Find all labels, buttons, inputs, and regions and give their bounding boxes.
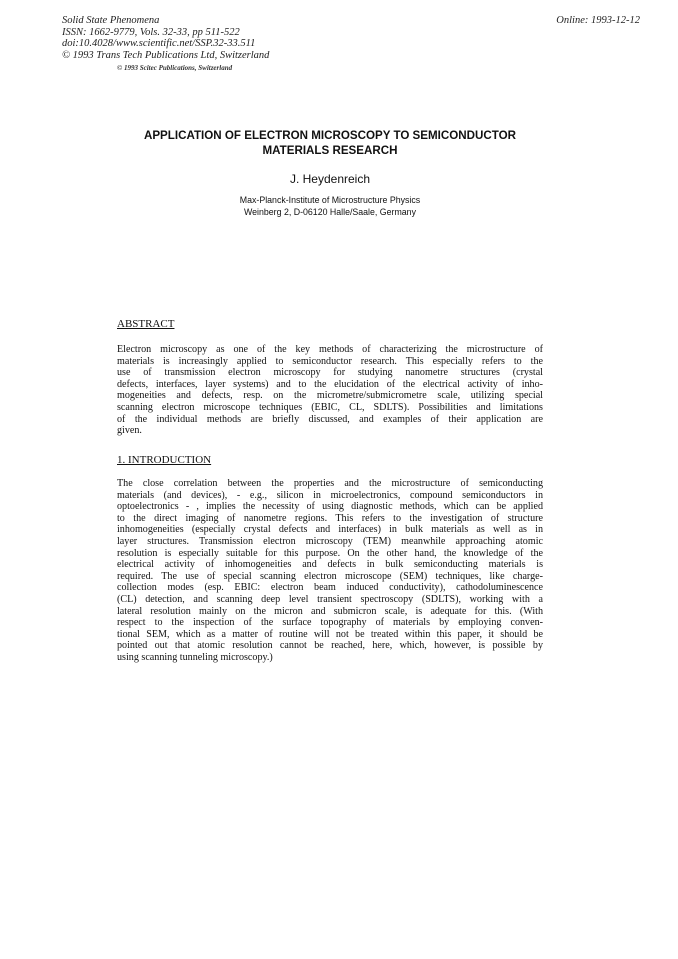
journal-info xyxy=(62,15,269,61)
journal-doi: doi:10.4028/www.scientific.net/SSP.32-33.511 xyxy=(62,38,256,49)
author: J. Heydenreich xyxy=(289,172,371,186)
abstract-line: use of transmission electron microscopy for studying nanometre structures (crystal xyxy=(117,367,543,379)
introduction-line: lateral resolution mainly on the micron and submicron scale, is adequate for this. (With xyxy=(117,605,543,617)
online-date: Online: 1993-12-12 xyxy=(556,15,640,26)
abstract-line: given. xyxy=(117,425,142,437)
journal-issn: ISSN: 1662-9779, Vols. 32-33, pp 511-522 xyxy=(62,26,240,38)
introduction-line: respect to the inspection of the surface topography of materials by employing conven- xyxy=(117,617,543,629)
introduction-line: resolution is especially suitable for this purpose. On the other hand, the knowledge of the xyxy=(117,547,543,559)
abstract-line: Electron microscopy as one of the key methods of characterizing the microstructure of xyxy=(117,344,543,355)
introduction-line: materials (and devices), - e.g., silicon in microelectronics, compound semiconductors in xyxy=(117,489,543,501)
abstract-line: defects, interfaces, layer systems) and to the elucidation of the electrical activity of inho- xyxy=(117,378,543,390)
abstract-line: mogeneities and defects, resp. on the micrometre/submicrometre scale, utilizing special xyxy=(117,390,543,402)
title-line: APPLICATION OF ELECTRON MICROSCOPY TO SEMICONDUCTOR xyxy=(143,129,517,142)
abstract-text xyxy=(117,344,543,437)
introduction-line: (CL) detection, and scanning deep level transient spectroscopy (SDLTS), working with a xyxy=(117,593,543,605)
title-line: MATERIALS RESEARCH xyxy=(262,144,398,157)
publisher-stamp: © 1993 Scitec Publications, Switzerland xyxy=(117,64,233,72)
abstract-heading: ABSTRACT xyxy=(117,318,175,330)
affiliation-line: Max-Planck-Institute of Microstructure Physics xyxy=(239,195,421,205)
abstract-line: materials is increasingly applied to semiconductor research. This especially refers to the xyxy=(117,355,543,367)
introduction-line: using scanning tunneling microscopy.) xyxy=(117,651,273,663)
introduction-line: collection modes (esp. EBIC: electron beam induced conductivity), cathodoluminescence xyxy=(117,582,543,594)
introduction-line: electrical activity of inhomogeneities and defects in bulk semiconducting materials is xyxy=(117,559,543,571)
paper-title xyxy=(80,128,580,158)
introduction-line: optoelectronics - , implies the necessity of using diagnostic methods, which can be applied xyxy=(117,501,543,513)
abstract-line: of the individual methods are briefly discussed, and examples of their application are xyxy=(117,413,543,425)
introduction-line: layer structures. Transmission electron microscopy (TEM) meanwhile approaching atomic xyxy=(117,535,543,547)
journal-copyright: © 1993 Trans Tech Publications Ltd, Switzerland xyxy=(62,49,270,61)
abstract-line: scanning electron microscope techniques (EBIC, CL, SDLTS). Possibilities and limitations xyxy=(117,401,543,413)
journal-name: Solid State Phenomena xyxy=(62,15,160,26)
introduction-line: to the direct imaging of nanometre regions. This refers to the investigation of structure xyxy=(117,512,543,524)
introduction-line: pointed out that atomic resolution cannot be reached, here, which, however, is possible by xyxy=(117,640,543,652)
introduction-heading: 1. INTRODUCTION xyxy=(117,454,212,466)
affiliation-line: Weinberg 2, D-06120 Halle/Saale, Germany xyxy=(244,206,416,217)
introduction-line: tional SEM, which as a matter of routine will not be treated within this paper, it should be xyxy=(117,628,543,640)
introduction-line: inhomogeneities (especially crystal defects and interfaces) in bulk materials as well as in xyxy=(117,524,543,536)
introduction-line: The close correlation between the properties and the microstructure of semiconducting xyxy=(117,478,543,489)
affiliation xyxy=(80,195,580,218)
introduction-text xyxy=(117,478,543,664)
introduction-line: required. The use of special scanning electron microscope (SEM) techniques, like charge- xyxy=(117,570,543,582)
